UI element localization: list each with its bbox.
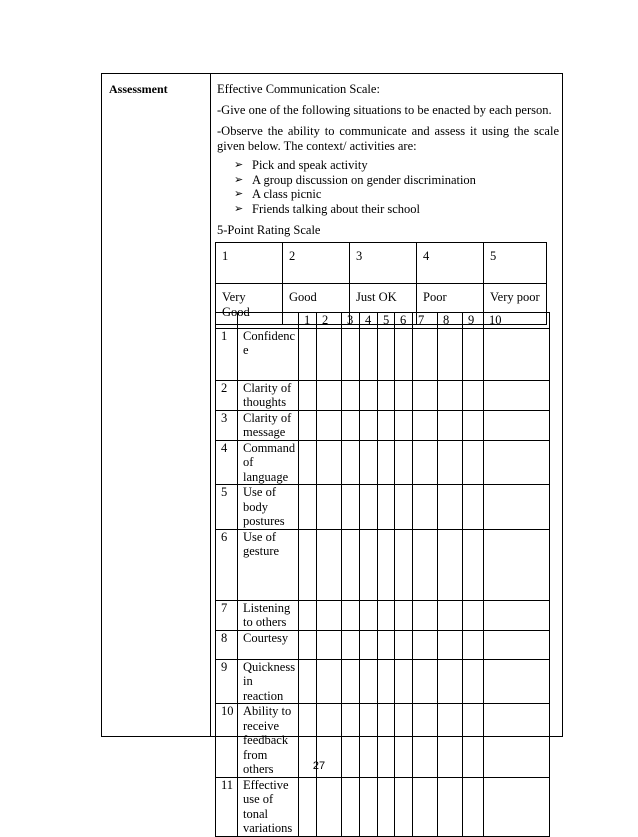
criterion-number: 9 — [216, 659, 238, 704]
score-cell — [299, 630, 317, 659]
score-cell — [395, 410, 413, 440]
score-cell — [438, 440, 463, 485]
score-cell — [395, 659, 413, 704]
score-cell — [360, 630, 378, 659]
score-cell — [342, 440, 360, 485]
criteria-table — [215, 312, 550, 837]
score-cell — [299, 529, 317, 600]
score-cell — [395, 440, 413, 485]
table-row — [216, 529, 550, 600]
score-cell — [299, 485, 317, 530]
criterion-label: Clarity of message — [238, 410, 299, 440]
score-cell — [360, 777, 378, 836]
score-cell — [299, 600, 317, 630]
score-cell — [317, 410, 342, 440]
score-cell — [378, 440, 395, 485]
score-cell — [413, 410, 438, 440]
section-label: Assessment — [109, 82, 168, 96]
table-row — [216, 485, 550, 530]
arrow-bullet-icon: ➢ — [234, 202, 244, 215]
score-cell — [342, 485, 360, 530]
score-column-header: 6 — [395, 313, 413, 329]
score-cell — [413, 630, 438, 659]
score-cell — [484, 410, 550, 440]
score-cell — [438, 529, 463, 600]
criterion-number: 4 — [216, 440, 238, 485]
score-cell — [395, 328, 413, 380]
score-cell — [299, 380, 317, 410]
score-cell — [342, 410, 360, 440]
score-cell — [395, 529, 413, 600]
score-cell — [317, 440, 342, 485]
score-cell — [484, 485, 550, 530]
score-column-header: 10 — [484, 313, 550, 329]
score-cell — [463, 659, 484, 704]
score-cell — [317, 630, 342, 659]
score-cell — [360, 410, 378, 440]
table-row — [216, 630, 550, 659]
score-cell — [342, 328, 360, 380]
score-cell — [299, 777, 317, 836]
score-cell — [484, 328, 550, 380]
arrow-bullet-icon: ➢ — [234, 159, 244, 171]
score-cell — [413, 600, 438, 630]
score-column-header: 3 — [342, 313, 360, 329]
score-cell — [484, 440, 550, 485]
list-item: ➢ A class picnic — [234, 187, 322, 201]
score-cell — [463, 380, 484, 410]
criterion-label: Courtesy — [238, 630, 299, 659]
score-cell — [463, 410, 484, 440]
score-column-header: 2 — [317, 313, 342, 329]
score-cell — [299, 328, 317, 380]
score-cell — [360, 440, 378, 485]
arrow-bullet-icon: ➢ — [234, 188, 244, 200]
score-cell — [378, 777, 395, 836]
score-cell — [342, 659, 360, 704]
list-item: ➢ Pick and speak activity — [234, 158, 368, 172]
score-cell — [413, 328, 438, 380]
score-cell — [463, 485, 484, 530]
score-cell — [317, 380, 342, 410]
instruction-1: -Give one of the following situations to be enacted by each person. — [217, 103, 552, 117]
score-cell — [342, 600, 360, 630]
score-column-header: 7 — [413, 313, 438, 329]
score-cell — [317, 777, 342, 836]
scale-number: 1 — [216, 243, 283, 284]
score-cell — [360, 380, 378, 410]
page-number: 27 — [312, 760, 326, 772]
score-cell — [378, 659, 395, 704]
score-cell — [395, 485, 413, 530]
score-cell — [317, 485, 342, 530]
table-row — [216, 600, 550, 630]
score-cell — [463, 600, 484, 630]
score-cell — [299, 440, 317, 485]
criterion-label: Confidenc e — [238, 328, 299, 380]
score-cell — [484, 529, 550, 600]
score-cell — [378, 529, 395, 600]
criterion-label: Ability to receive feedback from others — [238, 704, 299, 778]
criterion-number: 7 — [216, 600, 238, 630]
score-cell — [360, 485, 378, 530]
score-cell — [299, 659, 317, 704]
score-cell — [342, 777, 360, 836]
score-column-header: 9 — [463, 313, 484, 329]
activity-list — [234, 158, 476, 216]
score-cell — [463, 328, 484, 380]
criterion-number: 1 — [216, 328, 238, 380]
scale-label: Good — [283, 284, 350, 325]
rating-scale-title: 5-Point Rating Scale — [217, 223, 321, 237]
score-cell — [413, 380, 438, 410]
score-cell — [413, 659, 438, 704]
score-cell — [484, 777, 550, 836]
score-cell — [342, 380, 360, 410]
score-cell — [463, 529, 484, 600]
score-cell — [360, 328, 378, 380]
score-cell — [438, 485, 463, 530]
scale-number: 2 — [283, 243, 350, 284]
criterion-number: 6 — [216, 529, 238, 600]
score-column-header: 4 — [360, 313, 378, 329]
score-column-header: 5 — [378, 313, 395, 329]
score-cell — [484, 659, 550, 704]
table-row — [216, 659, 550, 704]
table-row — [216, 440, 550, 485]
score-cell — [413, 440, 438, 485]
table-row — [216, 410, 550, 440]
table-row — [216, 777, 550, 836]
score-cell — [438, 777, 463, 836]
criterion-label: Use of gesture — [238, 529, 299, 600]
scale-label: Just OK — [350, 284, 417, 325]
scale-number: 5 — [484, 243, 547, 284]
score-cell — [413, 485, 438, 530]
score-cell — [438, 328, 463, 380]
criterion-number: 10 — [216, 704, 238, 778]
score-cell — [317, 659, 342, 704]
scale-label: Very Good — [216, 284, 283, 325]
score-cell — [378, 410, 395, 440]
table-header-row — [216, 313, 550, 329]
score-cell — [413, 777, 438, 836]
score-cell — [317, 328, 342, 380]
score-cell — [395, 630, 413, 659]
score-cell — [484, 600, 550, 630]
score-cell — [360, 659, 378, 704]
criterion-number: 8 — [216, 630, 238, 659]
score-cell — [484, 630, 550, 659]
score-cell — [317, 529, 342, 600]
score-cell — [413, 529, 438, 600]
score-cell — [395, 380, 413, 410]
column-divider — [210, 73, 211, 737]
scale-number: 3 — [350, 243, 417, 284]
score-cell — [378, 630, 395, 659]
criterion-number: 2 — [216, 380, 238, 410]
list-item: ➢ Friends talking about their school — [234, 201, 421, 216]
score-cell — [395, 600, 413, 630]
table-row — [216, 328, 550, 380]
score-column-header: 1 — [299, 313, 317, 329]
scale-label: Poor — [417, 284, 484, 325]
score-cell — [438, 600, 463, 630]
score-cell — [438, 659, 463, 704]
score-cell — [378, 600, 395, 630]
score-cell — [463, 440, 484, 485]
score-cell — [463, 630, 484, 659]
score-cell — [360, 529, 378, 600]
scale-number: 4 — [417, 243, 484, 284]
criterion-label: Command of language — [238, 440, 299, 485]
criterion-number: 3 — [216, 410, 238, 440]
score-cell — [438, 380, 463, 410]
criterion-label: Use of body postures — [238, 485, 299, 530]
criterion-number: 5 — [216, 485, 238, 530]
criterion-label: Listening to others — [238, 600, 299, 630]
score-cell — [360, 600, 378, 630]
criterion-number: 11 — [216, 777, 238, 836]
criterion-label: Effective use of tonal variations — [238, 777, 299, 836]
score-cell — [317, 600, 342, 630]
score-cell — [438, 630, 463, 659]
scale-title: Effective Communication Scale: — [217, 82, 380, 96]
criterion-label: Quickness in reaction — [238, 659, 299, 704]
score-cell — [378, 485, 395, 530]
score-cell — [484, 380, 550, 410]
score-cell — [342, 529, 360, 600]
score-cell — [463, 777, 484, 836]
score-cell — [438, 410, 463, 440]
score-cell — [299, 410, 317, 440]
score-cell — [378, 328, 395, 380]
score-column-header: 8 — [438, 313, 463, 329]
instruction-2: -Observe the ability to communicate and assess it using the scale given below. The context/ activities are: — [217, 124, 559, 153]
score-cell — [395, 777, 413, 836]
table-row — [216, 380, 550, 410]
arrow-bullet-icon: ➢ — [234, 173, 244, 186]
list-item: ➢ A group discussion on gender discrimination — [234, 172, 476, 187]
score-cell — [378, 380, 395, 410]
scale-label: Very poor — [484, 284, 547, 325]
score-cell — [342, 630, 360, 659]
criterion-label: Clarity of thoughts — [238, 380, 299, 410]
